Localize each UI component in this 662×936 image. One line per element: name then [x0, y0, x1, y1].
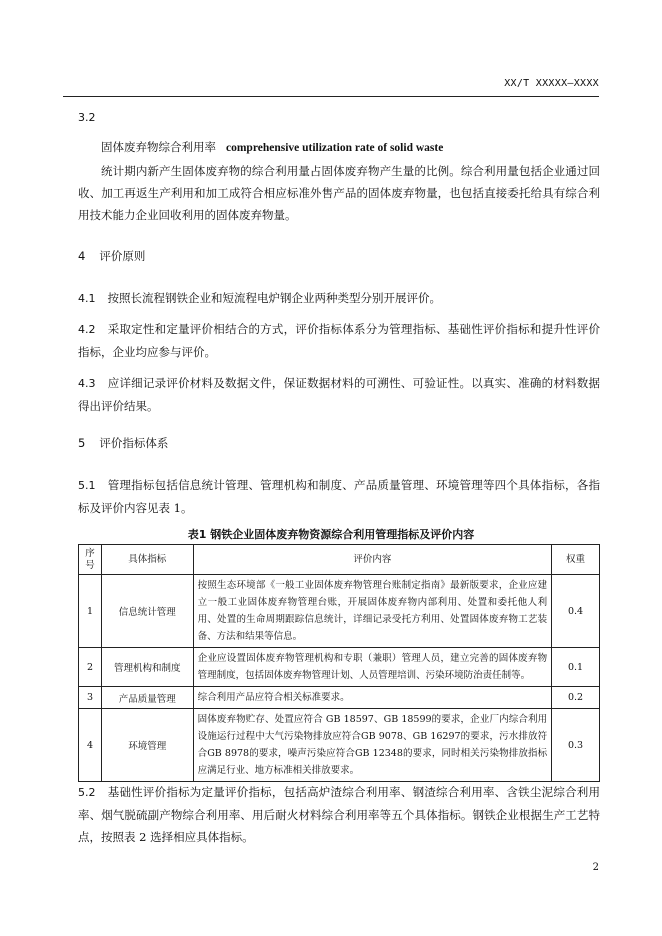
clause-number: 5.1	[78, 479, 96, 492]
term-english: comprehensive utilization rate of solid waste	[226, 142, 444, 154]
row-indicator: 产品质量管理	[101, 687, 193, 709]
term-definition: 统计期内新产生固体废弃物的综合利用量占固体废弃物产生量的比例。综合利用量包括企业通过回收、加工再返生产利用和加工成符合相应标准外售产品的固体废弃物量，也包括直接委托给具有综合利用技术能力企业回收利用的固体废弃物量。	[78, 164, 600, 222]
section-4-title: 评价原则	[99, 249, 146, 263]
clause-number: 4.2	[78, 323, 96, 336]
clause-number: 4.3	[78, 377, 96, 390]
section-4-heading	[78, 245, 600, 267]
clause-text: 按照长流程钢铁企业和短流程电炉钢企业两种类型分别开展评价。	[107, 291, 441, 305]
term-chinese: 固体废弃物综合利用率	[101, 140, 216, 154]
header-content: 评价内容	[193, 545, 551, 575]
section-5-title: 评价指标体系	[99, 436, 169, 450]
row-content: 综合利用产品应符合相关标准要求。	[193, 687, 551, 709]
header-weight: 权重	[552, 545, 600, 575]
row-content: 企业应设置固体废弃物管理机构和专职（兼职）管理人员，建立完善的固体废弃物管理制度，包括固体废弃物管理计划、人员管理培训、污染环境防治责任制等。	[193, 648, 551, 687]
row-no: 4	[79, 709, 102, 782]
row-content: 固体废弃物贮存、处置应符合 GB 18597、GB 18599的要求，企业厂内综合利用设施运行过程中大气污染物排放应符合GB 9078、GB 16297的要求，污水排放符合GB 8978的要求，噪声污染应符合GB 12348的要求，同时相关污染物排放指标应满足行业、地方标准相关排放要求。	[193, 709, 551, 782]
header-indicator: 具体指标	[101, 545, 193, 575]
row-indicator: 信息统计管理	[101, 575, 193, 648]
section-4-number: 4	[78, 249, 86, 263]
section-5-number: 5	[78, 436, 86, 450]
header-no: 序号	[79, 545, 102, 575]
page-number: 2	[592, 862, 599, 873]
row-no: 2	[79, 648, 102, 687]
clause-5-2	[78, 781, 600, 848]
clause-text: 采取定性和定量评价相结合的方式，评价指标体系分为管理指标、基础性评价指标和提升性评价指标，企业均应参与评价。	[78, 322, 600, 359]
table-header-row	[79, 545, 600, 575]
term-entry	[101, 139, 443, 155]
clause-4-2	[78, 318, 600, 363]
row-indicator: 管理机构和制度	[101, 648, 193, 687]
clause-text: 管理指标包括信息统计管理、管理机构和制度、产品质量管理、环境管理等四个具体指标，各指标及评价内容见表 1。	[78, 478, 600, 515]
clause-number: 4.1	[78, 292, 96, 305]
row-weight: 0.3	[552, 709, 600, 782]
row-weight: 0.2	[552, 687, 600, 709]
table-row	[79, 575, 600, 648]
document-code-header: XX/T XXXXX—XXXX	[504, 78, 599, 89]
row-no: 1	[79, 575, 102, 648]
clause-4-1	[78, 287, 600, 310]
clause-text: 基础性评价指标为定量评价指标，包括高炉渣综合利用率、钢渣综合利用率、含铁尘泥综合利用率、烟气脱硫副产物综合利用率、用后耐火材料综合利用率等五个具体指标。钢铁企业根据生产工艺特点，按照表 2 选择相应具体指标。	[78, 785, 600, 844]
clause-4-3	[78, 372, 600, 417]
header-rule	[63, 96, 599, 97]
row-no: 3	[79, 687, 102, 709]
table-1	[78, 544, 600, 782]
section-5-heading	[78, 432, 600, 454]
table-1-caption: 表1 钢铁企业固体废弃物资源综合利用管理指标及评价内容	[187, 528, 475, 541]
clause-text: 应详细记录评价材料及数据文件，保证数据材料的可溯性、可验证性。以真实、准确的材料数据得出评价结果。	[78, 376, 600, 413]
clause-number: 5.2	[78, 786, 96, 799]
table-row	[79, 648, 600, 687]
clause-5-1	[78, 474, 600, 519]
row-content: 按照生态环境部《一般工业固体废弃物管理台账制定指南》最新版要求，企业应建立一般工业固体废弃物管理台账，开展固体废弃物内部利用、处置和委托他人利用、处置的生命周期跟踪信息统计，详细记录受托方利用、处置固体废弃物工艺装备、方法和结果等信息。	[193, 575, 551, 648]
table-row	[79, 687, 600, 709]
row-indicator: 环境管理	[101, 709, 193, 782]
row-weight: 0.1	[552, 648, 600, 687]
table-row	[79, 709, 600, 782]
clause-number-3-2: 3.2	[78, 111, 96, 124]
row-weight: 0.4	[552, 575, 600, 648]
